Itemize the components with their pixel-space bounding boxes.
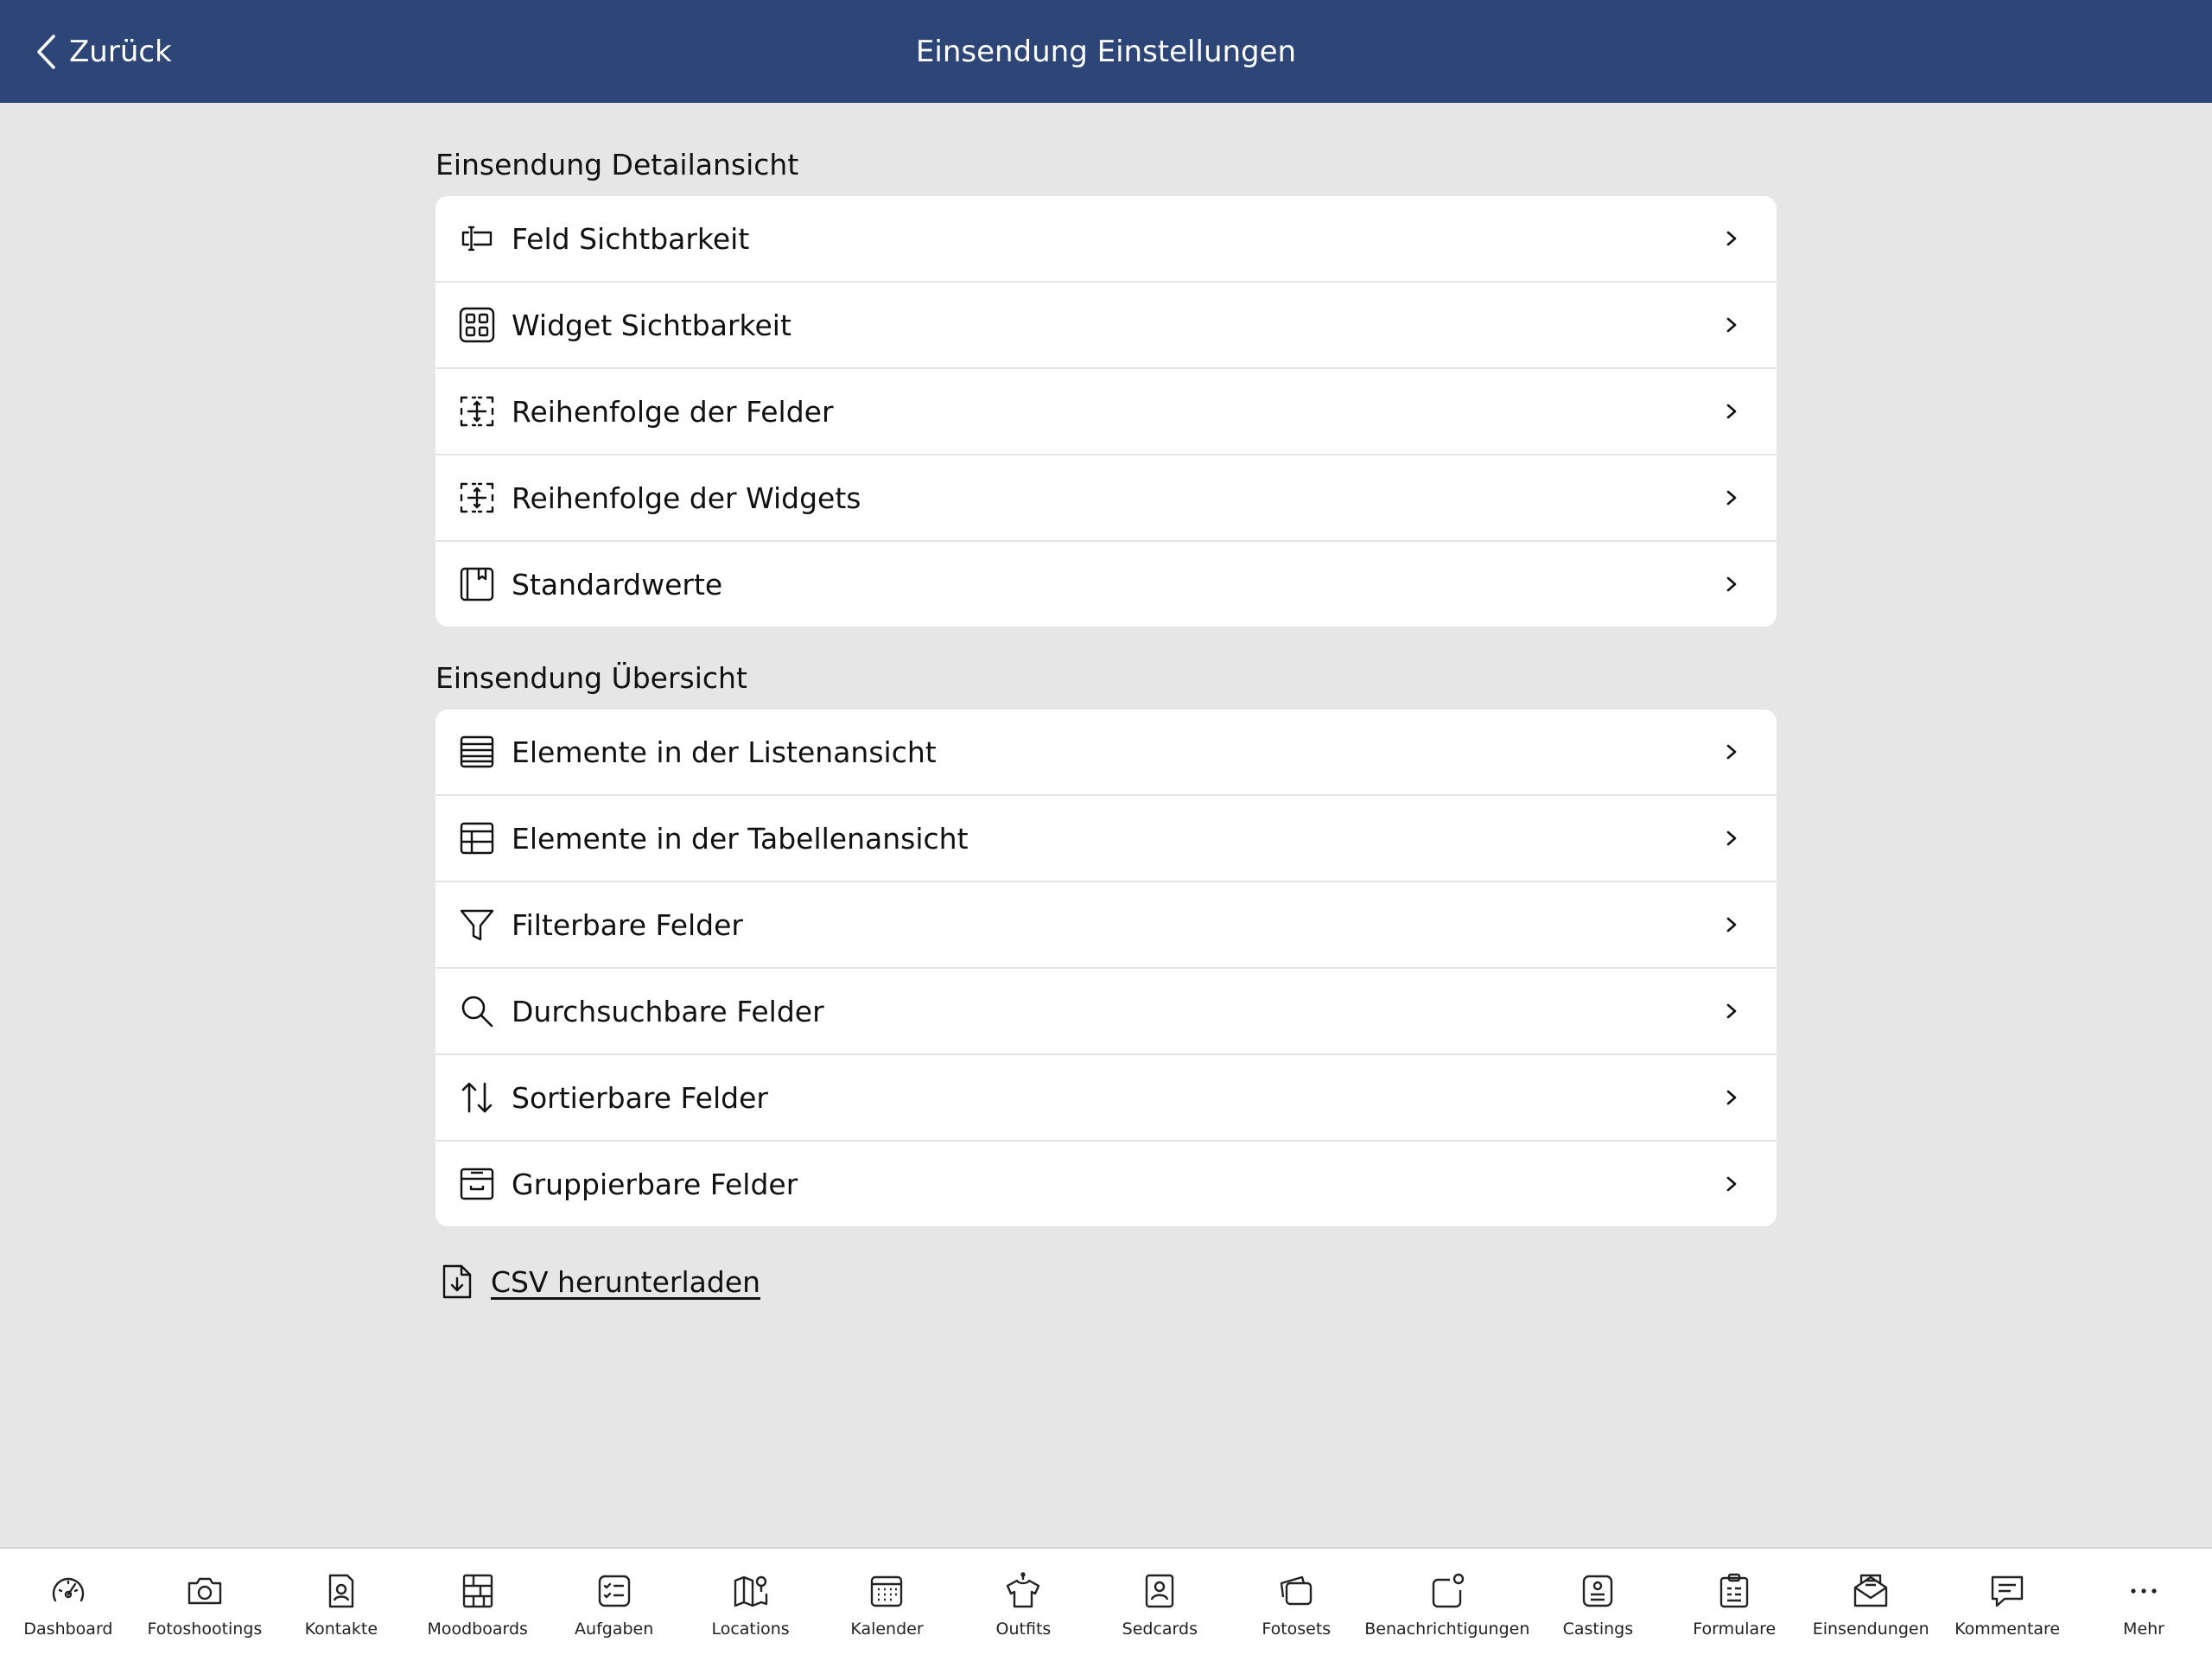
contact-icon (321, 1571, 361, 1611)
tab-label: Outfits (995, 1620, 1052, 1639)
detail-settings-card (435, 196, 1777, 627)
envelope-icon (1851, 1571, 1891, 1611)
sedcard-icon (1140, 1571, 1179, 1611)
row-label: Gruppierbare Felder (512, 1167, 798, 1201)
chevron-right-icon (1721, 571, 1742, 597)
row-label: Reihenfolge der Widgets (512, 480, 861, 515)
row-label: Elemente in der Tabellenansicht (512, 821, 969, 856)
settings-content (435, 103, 1777, 1308)
navigation-bar (0, 0, 2212, 103)
row-label: Feld Sichtbarkeit (512, 221, 750, 256)
tab-label: Moodboards (427, 1620, 528, 1639)
tab-label: Aufgaben (575, 1620, 654, 1639)
row-label: Sortierbare Felder (512, 1080, 768, 1115)
row-standardwerte[interactable] (435, 542, 1777, 627)
tab-label: Einsendungen (1812, 1620, 1929, 1639)
row-durchsuchbare-felder[interactable] (435, 969, 1777, 1055)
tab-bar (0, 1547, 2212, 1661)
tab-label: Kalender (850, 1620, 924, 1639)
tab-label: Kommentare (1955, 1620, 2061, 1639)
row-reihenfolge-widgets[interactable] (435, 455, 1777, 542)
casting-icon (1578, 1571, 1618, 1611)
tab-label: Mehr (2123, 1620, 2164, 1639)
tab-dashboard[interactable] (0, 1549, 137, 1661)
chevron-right-icon (1721, 739, 1742, 765)
tab-label: Fotosets (1262, 1620, 1332, 1639)
list-icon (458, 733, 496, 771)
tab-fotosets[interactable] (1228, 1549, 1364, 1661)
row-sortierbare-felder[interactable] (435, 1055, 1777, 1142)
tab-formulare[interactable] (1666, 1549, 1802, 1661)
tab-label: Fotoshootings (147, 1620, 263, 1639)
row-label: Standardwerte (512, 567, 723, 601)
row-label: Filterbare Felder (512, 907, 743, 942)
tab-mehr[interactable] (2075, 1549, 2212, 1661)
back-label: Zurück (69, 34, 172, 69)
reorder-icon (458, 392, 496, 430)
chevron-right-icon (1721, 398, 1742, 424)
tab-outfits[interactable] (955, 1549, 1091, 1661)
tab-locations[interactable] (683, 1549, 819, 1661)
tab-label: Formulare (1693, 1620, 1777, 1639)
tab-label: Kontakte (304, 1620, 378, 1639)
moodboard-icon (458, 1571, 498, 1611)
chevron-right-icon (1721, 998, 1742, 1024)
widget-grid-icon (458, 306, 496, 344)
overview-settings-card (435, 710, 1777, 1226)
reorder-icon (458, 479, 496, 517)
page-title: Einsendung Einstellungen (915, 34, 1297, 69)
row-filterbare-felder[interactable] (435, 882, 1777, 969)
tab-label: Locations (711, 1620, 790, 1639)
row-label: Widget Sichtbarkeit (512, 308, 791, 342)
filter-icon (458, 906, 496, 944)
checklist-icon (594, 1571, 634, 1611)
row-listenansicht[interactable] (435, 710, 1777, 796)
tab-label: Sedcards (1122, 1620, 1198, 1639)
csv-download-link[interactable] (435, 1256, 1777, 1308)
map-icon (731, 1571, 771, 1611)
chevron-right-icon (1721, 226, 1742, 251)
tab-benachrichtigungen[interactable] (1364, 1549, 1529, 1661)
row-feld-sichtbarkeit[interactable] (435, 196, 1777, 283)
speedometer-icon (48, 1571, 88, 1611)
chevron-right-icon (1721, 912, 1742, 938)
tab-label: Dashboard (23, 1620, 113, 1639)
file-download-icon (439, 1263, 475, 1301)
tab-castings[interactable] (1529, 1549, 1666, 1661)
tab-kontakte[interactable] (273, 1549, 410, 1661)
notification-icon (1427, 1571, 1467, 1611)
section-title-detail: Einsendung Detailansicht (435, 148, 799, 181)
default-values-icon (458, 565, 496, 603)
form-icon (1714, 1571, 1754, 1611)
photosets-icon (1276, 1571, 1316, 1611)
tab-sedcards[interactable] (1091, 1549, 1228, 1661)
chevron-right-icon (1721, 825, 1742, 851)
tab-aufgaben[interactable] (546, 1549, 683, 1661)
row-gruppierbare-felder[interactable] (435, 1142, 1777, 1226)
tab-kalender[interactable] (819, 1549, 956, 1661)
chevron-right-icon (1721, 1085, 1742, 1111)
sort-icon (458, 1079, 496, 1117)
table-icon (458, 819, 496, 857)
tab-kommentare[interactable] (1939, 1549, 2075, 1661)
csv-download-label: CSV herunterladen (491, 1264, 761, 1299)
camera-icon (185, 1571, 225, 1611)
text-field-icon (458, 220, 496, 258)
tab-einsendungen[interactable] (1802, 1549, 1939, 1661)
group-icon (458, 1165, 496, 1203)
tab-moodboards[interactable] (410, 1549, 546, 1661)
section-title-overview: Einsendung Übersicht (435, 661, 747, 695)
row-label: Durchsuchbare Felder (512, 994, 824, 1028)
row-reihenfolge-felder[interactable] (435, 369, 1777, 455)
row-widget-sichtbarkeit[interactable] (435, 283, 1777, 369)
chevron-right-icon (1721, 485, 1742, 511)
calendar-icon (867, 1571, 906, 1611)
shirt-icon (1003, 1571, 1043, 1611)
comment-icon (1987, 1571, 2027, 1611)
chevron-right-icon (1721, 312, 1742, 338)
tab-label: Benachrichtigungen (1364, 1620, 1530, 1639)
tab-fotoshootings[interactable] (137, 1549, 273, 1661)
chevron-right-icon (1721, 1171, 1742, 1197)
tab-label: Castings (1562, 1620, 1634, 1639)
row-label: Reihenfolge der Felder (512, 394, 834, 429)
row-label: Elemente in der Listenansicht (512, 735, 937, 769)
more-icon (2124, 1571, 2164, 1611)
row-tabellenansicht[interactable] (435, 796, 1777, 882)
search-icon (458, 992, 496, 1030)
